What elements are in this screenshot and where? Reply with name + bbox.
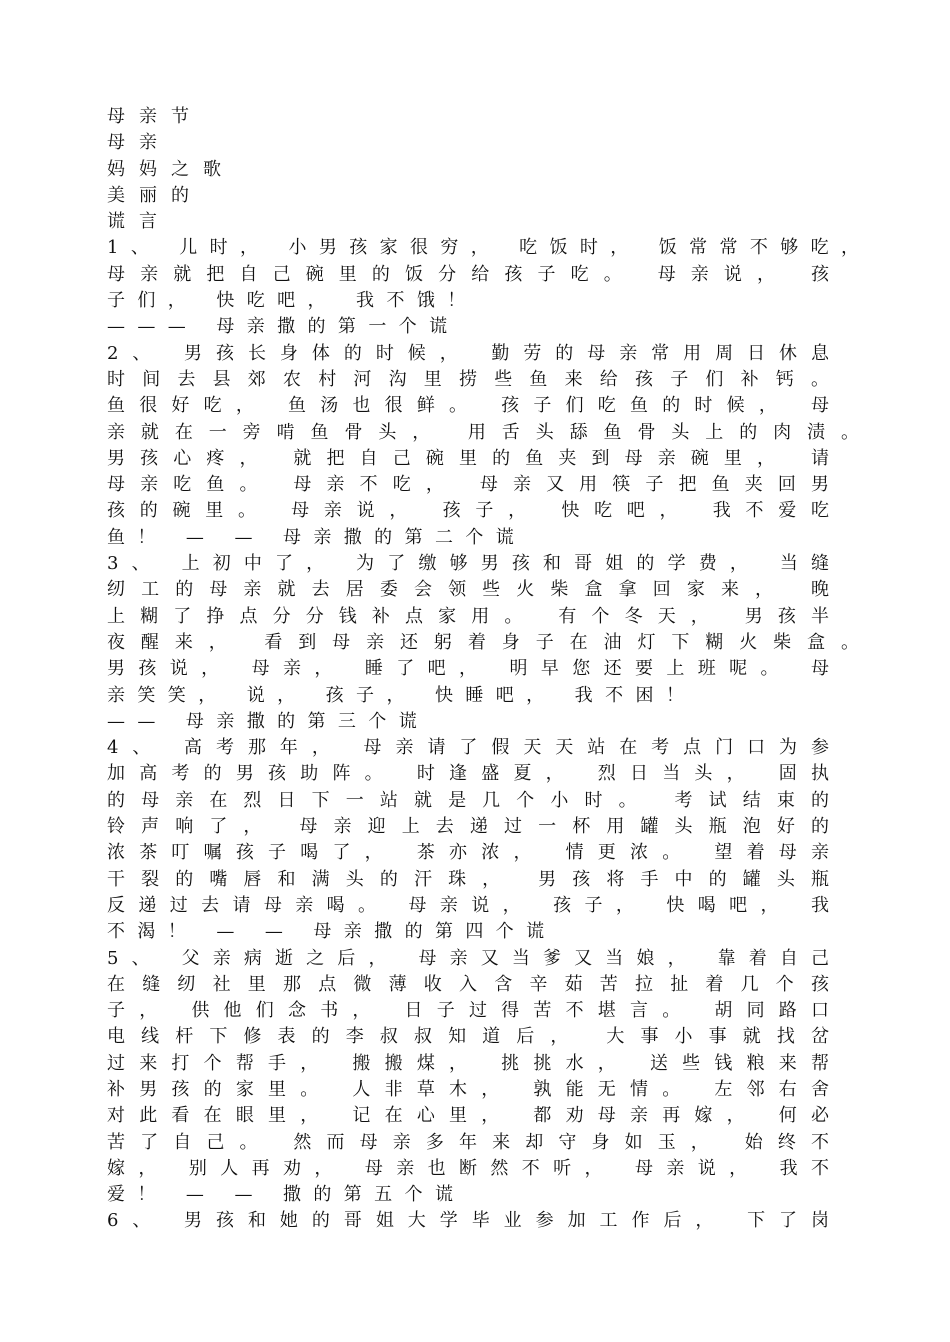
text-line: 浓茶叮嘱孩子喝了， 茶亦浓， 情更浓。 望着母亲 bbox=[107, 842, 829, 864]
text-line: 4、 高考那年， 母亲请了假天天站在考点门口为参 bbox=[107, 737, 829, 759]
text-line: 时间去县郊农村河沟里捞些鱼来给孩子们补钙。 bbox=[107, 368, 829, 390]
text-line: 干裂的嘴唇和满头的汗珠， 男孩将手中的罐头瓶 bbox=[107, 868, 829, 890]
text-line: 子们， 快吃吧， 我不饿！ bbox=[107, 290, 478, 312]
text-line: 铃声响了， 母亲迎上去递过一杯用罐头瓶泡好的 bbox=[107, 816, 829, 838]
title-block bbox=[107, 104, 867, 235]
text-line: 子， 供他们念书， 日子过得苦不堪言。 胡同路口 bbox=[107, 1000, 829, 1022]
text-line: 的母亲在烈日下一站就是几个小时。 考试结束的 bbox=[107, 789, 829, 811]
text-line: 夜醒来， 看到母亲还躬着身子在油灯下糊火柴盒。 bbox=[107, 631, 859, 653]
title-line: 谎言 bbox=[107, 211, 171, 233]
text-line: 过来打个帮手， 搬搬煤， 挑挑水， 送些钱粮来帮 bbox=[107, 1052, 829, 1074]
text-line: 对此看在眼里， 记在心里， 都劝母亲再嫁， 何必 bbox=[107, 1105, 829, 1127]
text-line: 反递过去请母亲喝。 母亲说， 孩子， 快喝吧， 我 bbox=[107, 894, 829, 916]
title-line: 美丽的 bbox=[107, 184, 203, 206]
text-line: 在缝纫社里那点微薄收入含辛茹苦拉扯着几个孩 bbox=[107, 973, 829, 995]
text-line: 上糊了挣点分分钱补点家用。 有个冬天， 男孩半 bbox=[107, 605, 829, 627]
text-line: 1、 儿时， 小男孩家很穷， 吃饭时， 饭常常不够吃， bbox=[107, 237, 859, 259]
text-line: 亲笑笑， 说， 孩子， 快睡吧， 我不困！ bbox=[107, 684, 697, 706]
text-line: 5、 父亲病逝之后， 母亲又当爹又当娘， 靠着自己 bbox=[107, 947, 829, 969]
title-line: 妈妈之歌 bbox=[107, 158, 235, 180]
body-text bbox=[107, 235, 867, 1234]
text-line: 6、 男孩和她的哥姐大学毕业参加工作后， 下了岗 bbox=[107, 1210, 829, 1232]
text-line: 母亲吃鱼。 母亲不吃， 母亲又用筷子把鱼夹回男 bbox=[107, 474, 829, 496]
text-line: 男孩心疼， 就把自己碗里的鱼夹到母亲碗里， 请 bbox=[107, 447, 829, 469]
text-line: 2、 男孩长身体的时候， 勤劳的母亲常用周日休息 bbox=[107, 342, 829, 364]
text-line: 男孩说， 母亲， 睡了吧， 明早您还要上班呢。 母 bbox=[107, 658, 829, 680]
text-line: 补男孩的家里。 人非草木， 孰能无情。 左邻右舍 bbox=[107, 1078, 829, 1100]
text-line: 嫁， 别人再劝， 母亲也断然不听， 母亲说， 我不 bbox=[107, 1157, 829, 1179]
title-line: 母亲 bbox=[107, 132, 171, 154]
text-line: 爱！ — — 撒的第五个谎 bbox=[107, 1184, 466, 1206]
text-line: 纫工的母亲就去居委会领些火柴盒拿回家来， 晚 bbox=[107, 579, 829, 601]
text-line: 孩的碗里。 母亲说， 孩子， 快吃吧， 我不爱吃 bbox=[107, 500, 829, 522]
text-line: 苦了自己。 然而母亲多年来却守身如玉， 始终不 bbox=[107, 1131, 829, 1153]
title-line: 母亲节 bbox=[107, 106, 203, 127]
text-line: 3、 上初中了， 为了缴够男孩和哥姐的学费， 当缝 bbox=[107, 553, 829, 575]
text-line: 母亲就把自己碗里的饭分给孩子吃。 母亲说， 孩 bbox=[107, 263, 829, 285]
text-line: 鱼很好吃， 鱼汤也很鲜。 孩子们吃鱼的时候， 母 bbox=[107, 395, 829, 417]
text-line: 加高考的男孩助阵。 时逢盛夏， 烈日当头， 固执 bbox=[107, 763, 829, 785]
text-line: 电线杆下修表的李叔叔知道后， 大事小事就找岔 bbox=[107, 1026, 829, 1048]
text-line: 亲就在一旁啃鱼骨头， 用舌头舔鱼骨头上的肉渍。 bbox=[107, 421, 859, 443]
text-line: ——— 母亲撒的第一个谎 bbox=[107, 316, 460, 338]
document-page bbox=[107, 104, 867, 1235]
text-line: 鱼！ — — 母亲撒的第二个谎 bbox=[107, 526, 527, 548]
text-line: 不渴！ — — 母亲撒的第四个谎 bbox=[107, 921, 557, 943]
text-line: —— 母亲撒的第三个谎 bbox=[107, 710, 430, 732]
